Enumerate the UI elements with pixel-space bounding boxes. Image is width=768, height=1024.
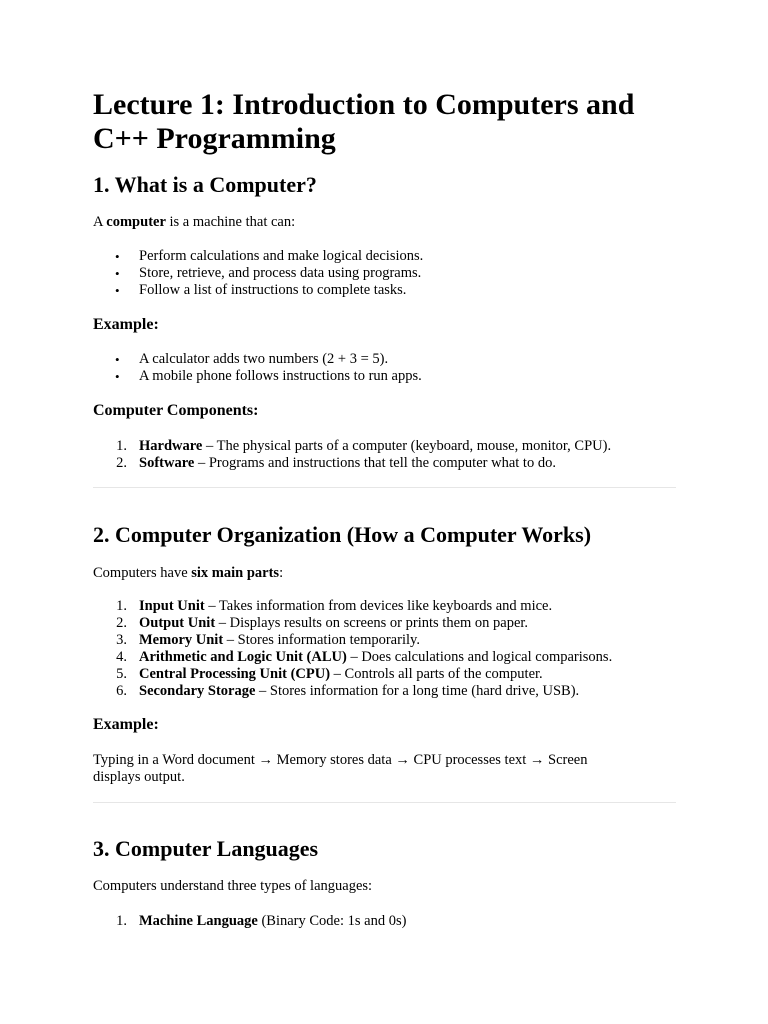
- example-heading: Example:: [93, 716, 159, 733]
- example-heading: Example:: [93, 316, 159, 333]
- section-divider: [93, 802, 676, 803]
- list-item-text: Perform calculations and make logical decisions.: [139, 248, 424, 264]
- list-item-term: Memory Unit: [139, 632, 224, 648]
- list-item-text: Follow a list of instructions to complete tasks.: [139, 282, 407, 298]
- page-title-line-2: C++ Programming: [93, 122, 336, 155]
- bullet-icon: •: [115, 369, 120, 384]
- bullet-icon: •: [115, 249, 120, 264]
- list-item: [116, 598, 553, 615]
- list-number: 1.: [116, 438, 127, 454]
- list-item-text: – The physical parts of a computer (keyboard, mouse, monitor, CPU).: [202, 438, 612, 454]
- list-item-term: Secondary Storage: [139, 683, 256, 699]
- bullet-icon: •: [115, 266, 120, 281]
- section-1-intro: [93, 214, 295, 231]
- list-item: [116, 632, 420, 649]
- list-number: 1.: [116, 598, 127, 614]
- list-number: 2.: [116, 615, 127, 631]
- list-item-text: A calculator adds two numbers (2 + 3 = 5).: [139, 351, 389, 367]
- list-item: [116, 683, 580, 700]
- page-title-line-1: Lecture 1: Introduction to Computers and: [93, 88, 635, 121]
- list-number: 5.: [116, 666, 127, 682]
- list-number: 3.: [116, 632, 127, 648]
- intro-text-pre: Computers have: [93, 565, 192, 581]
- list-item-text: Store, retrieve, and process data using programs.: [139, 265, 422, 281]
- section-3-heading: 3. Computer Languages: [93, 836, 319, 861]
- intro-text-post: is a machine that can:: [165, 214, 296, 230]
- list-item-term: Hardware: [139, 438, 203, 454]
- list-item-term: Software: [139, 455, 195, 471]
- list-item: [116, 649, 613, 666]
- list-item-text: – Does calculations and logical comparisons.: [346, 649, 613, 665]
- intro-text-post: :: [279, 565, 284, 581]
- components-heading: Computer Components:: [93, 402, 259, 419]
- list-item-text: – Stores information for a long time (hard drive, USB).: [255, 683, 580, 699]
- list-number: 4.: [116, 649, 127, 665]
- intro-text-pre: A: [93, 214, 107, 230]
- list-item: [116, 615, 529, 632]
- list-item-text: – Takes information from devices like keyboards and mice.: [204, 598, 553, 614]
- list-item: [116, 666, 543, 683]
- bullet-icon: •: [115, 283, 120, 298]
- list-item-text: – Programs and instructions that tell the computer what to do.: [194, 455, 556, 471]
- list-item: [115, 248, 424, 265]
- bullet-icon: •: [115, 352, 120, 367]
- section-divider: [93, 487, 676, 488]
- list-item-term: Arithmetic and Logic Unit (ALU): [139, 649, 347, 665]
- list-item-text: A mobile phone follows instructions to run apps.: [139, 368, 422, 384]
- list-number: 6.: [116, 683, 127, 699]
- list-item-term: Input Unit: [139, 598, 205, 614]
- intro-term-bold: computer: [106, 214, 166, 230]
- list-item: [115, 265, 422, 282]
- example-text-line-2: displays output.: [93, 769, 185, 785]
- list-item: [116, 913, 407, 930]
- list-item-term: Central Processing Unit (CPU): [139, 666, 331, 682]
- list-item-term: Machine Language: [139, 913, 258, 929]
- section-2-intro: [93, 565, 283, 582]
- section-1-heading: 1. What is a Computer?: [93, 172, 317, 197]
- list-item: [115, 282, 407, 299]
- list-item: [116, 438, 612, 455]
- intro-term-bold: six main parts: [191, 565, 280, 581]
- section-3-intro: Computers understand three types of languages:: [93, 878, 373, 894]
- list-number: 1.: [116, 913, 127, 929]
- list-item: [116, 455, 556, 472]
- list-item-text: – Stores information temporarily.: [223, 632, 420, 648]
- list-item-term: Output Unit: [139, 615, 216, 631]
- list-item: [115, 368, 422, 385]
- example-text-line-1: Typing in a Word document → Memory stores data → CPU processes text → Screen: [93, 752, 588, 768]
- list-item: [115, 351, 389, 368]
- section-2-heading: 2. Computer Organization (How a Computer Works): [93, 522, 592, 547]
- list-number: 2.: [116, 455, 127, 471]
- list-item-text: – Controls all parts of the computer.: [330, 666, 543, 682]
- list-item-text: – Displays results on screens or prints them on paper.: [215, 615, 529, 631]
- list-item-text: (Binary Code: 1s and 0s): [257, 913, 407, 929]
